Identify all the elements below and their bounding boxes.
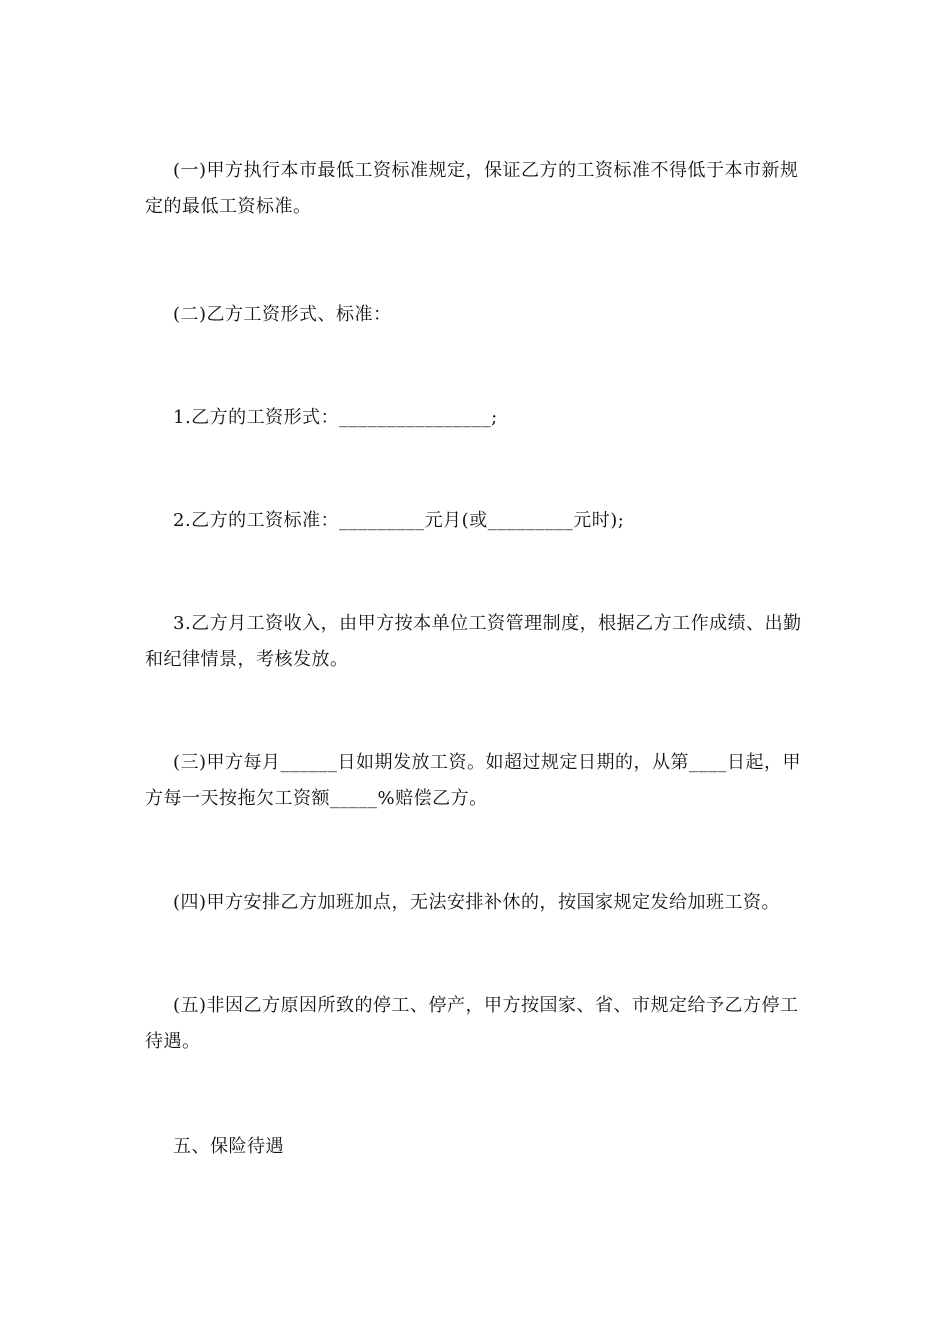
clause-wage-form-heading: (二)乙方工资形式、标准：: [173, 304, 392, 325]
clause-work-stoppage: (五)非因乙方原因所致的停工、停产，甲方按国家、省、市规定给予乙方停工待遇。: [145, 995, 799, 1052]
clause-wage-form: 1.乙方的工资形式：________________;: [173, 407, 498, 428]
clause-minimum-wage: (一)甲方执行本市最低工资标准规定，保证乙方的工资标准不得低于本市新规定的最低工资标准。: [145, 160, 799, 217]
clause-monthly-income: 3.乙方月工资收入，由甲方按本单位工资管理制度，根据乙方工作成绩、出勤和纪律情景，考核发放。: [145, 613, 802, 670]
clause-pay-date: (三)甲方每月______日如期发放工资。如超过规定日期的，从第____日起，甲方每一天按拖欠工资额_____%赔偿乙方。: [145, 752, 802, 809]
section-heading-insurance: 五、保险待遇: [173, 1136, 284, 1157]
clause-wage-standard: 2.乙方的工资标准：_________元月(或_________元时);: [173, 510, 625, 531]
clause-overtime: (四)甲方安排乙方加班加点，无法安排补休的，按国家规定发给加班工资。: [173, 892, 781, 913]
